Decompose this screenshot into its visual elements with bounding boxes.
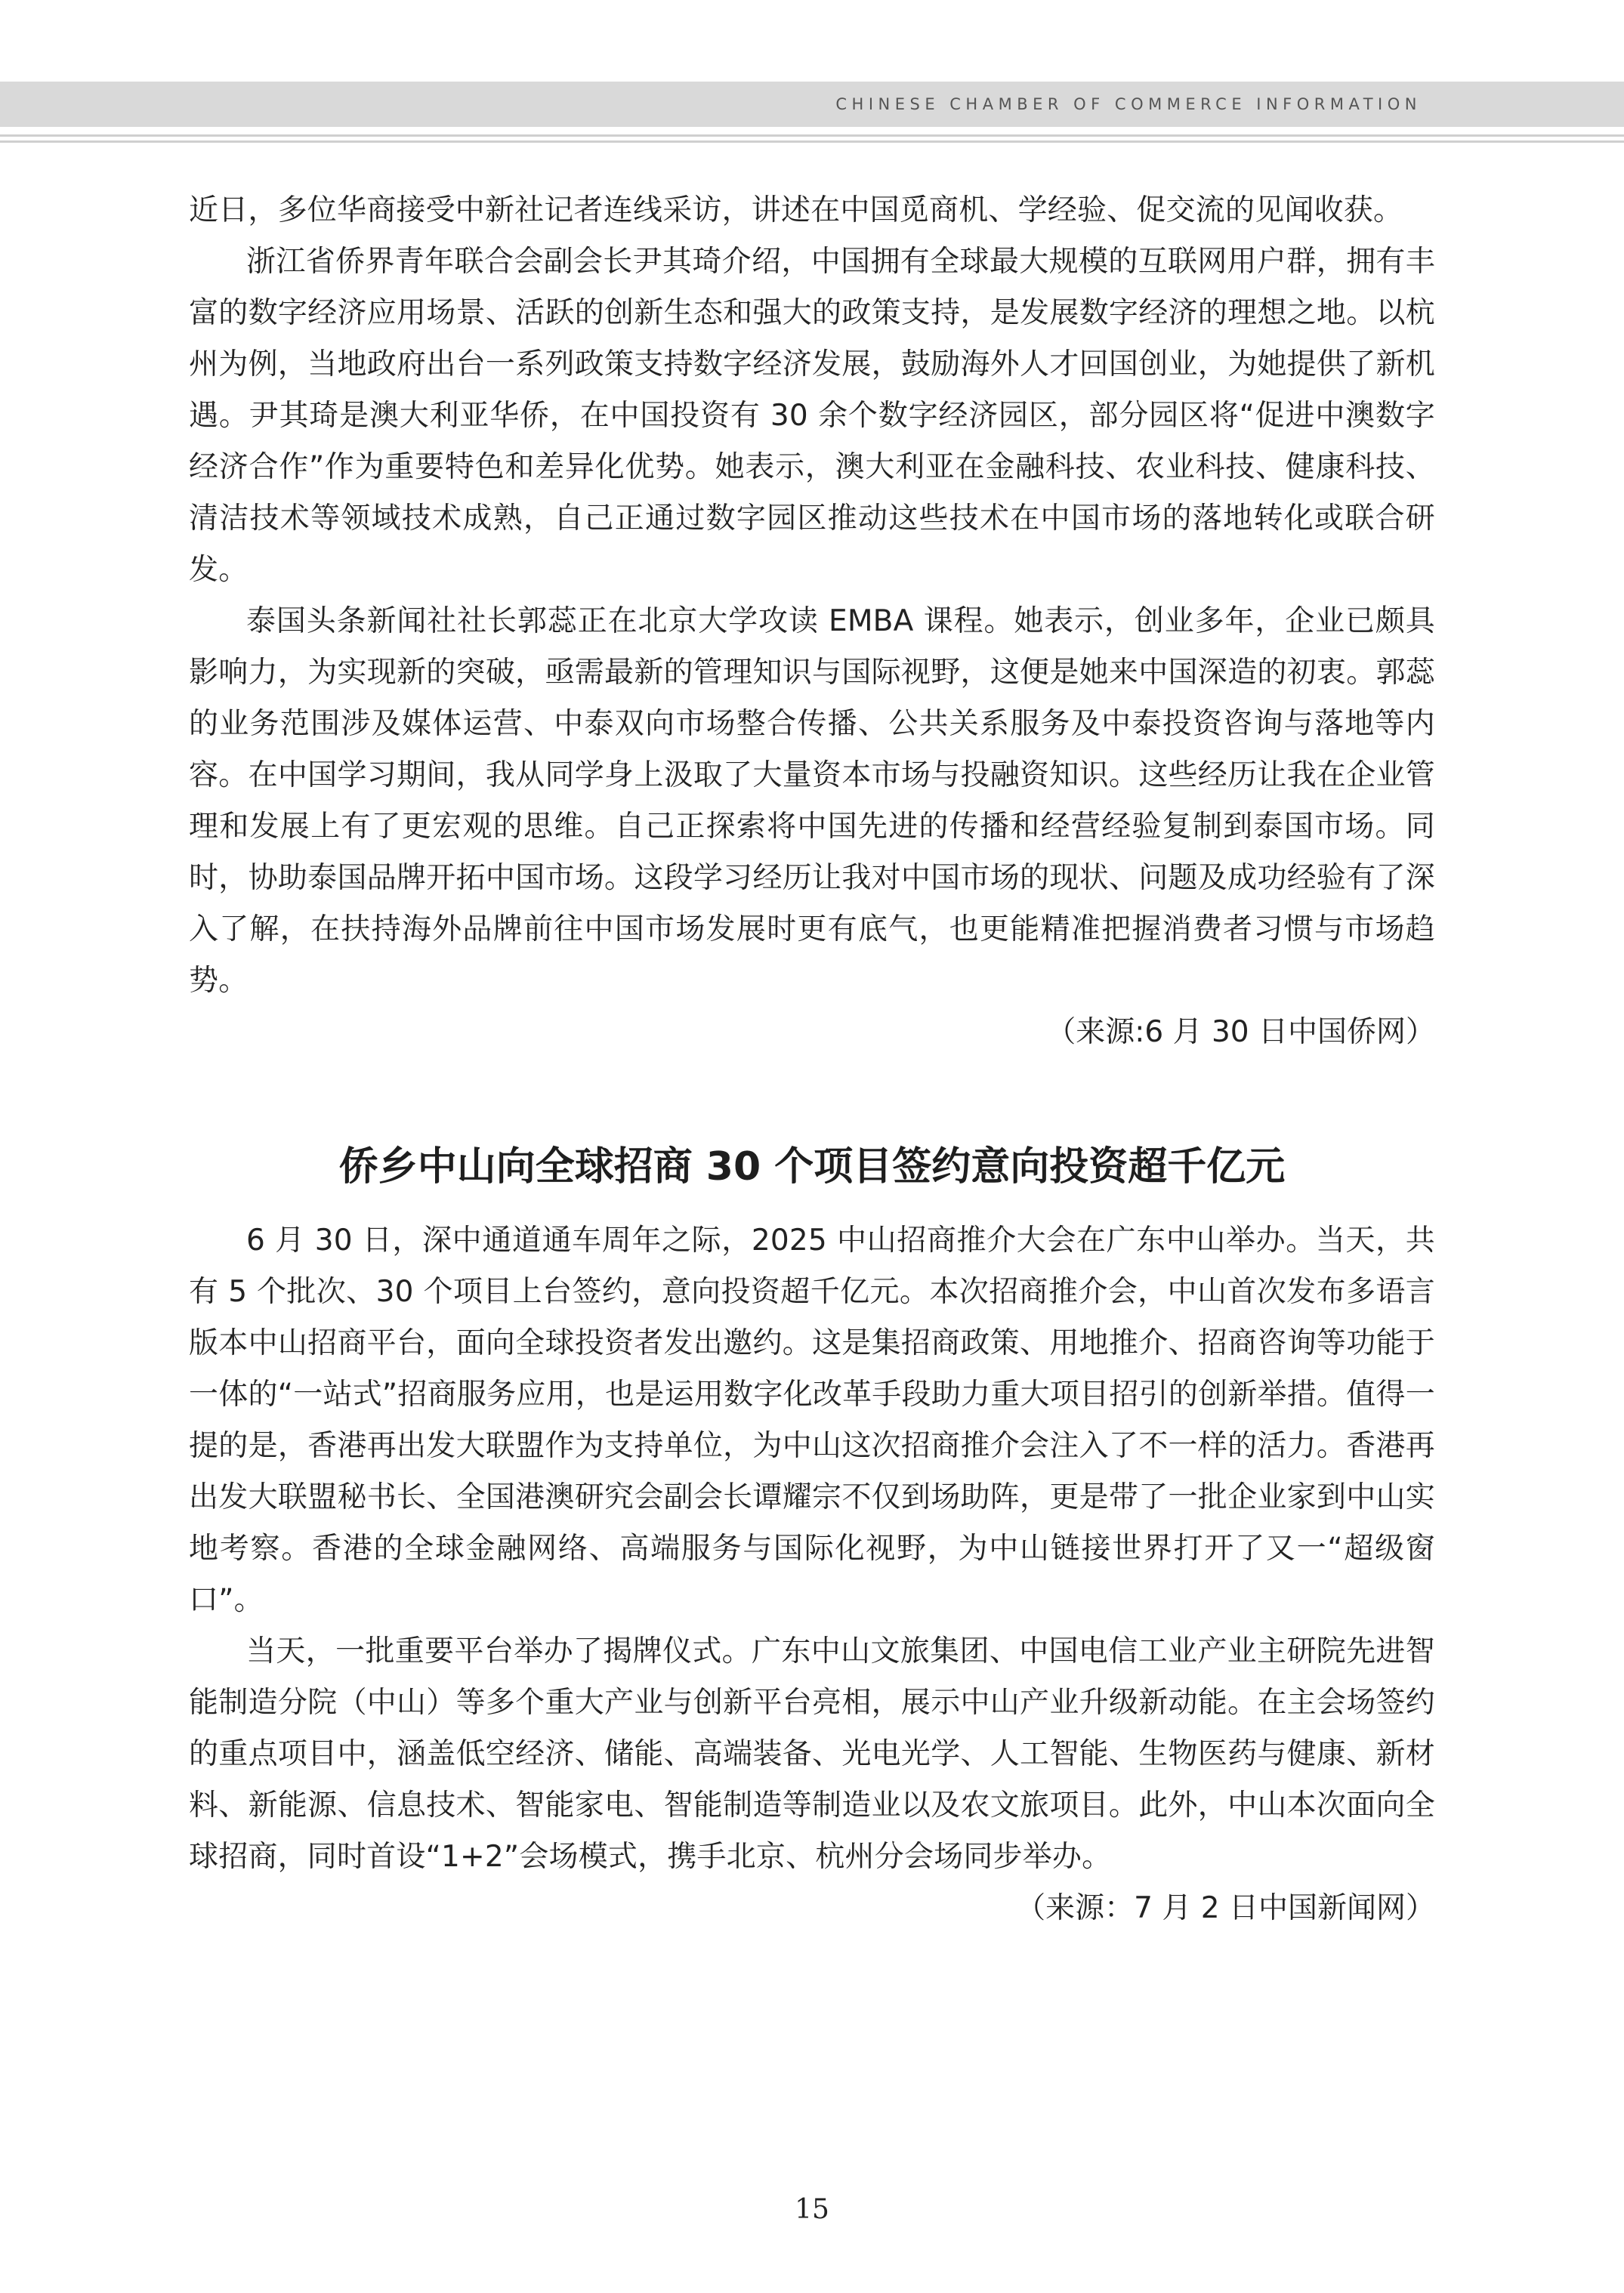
page-body	[189, 185, 1435, 1934]
page-number: 15	[795, 2194, 829, 2225]
header-rule-top	[0, 134, 1624, 137]
article2-title: 侨乡中山向全球招商 30 个项目签约意向投资超千亿元	[338, 1144, 1286, 1190]
header-rule-bottom	[0, 140, 1624, 143]
article-zhongshan-investment	[189, 1140, 1435, 1934]
article2-paragraph: 6 月 30 日，深中通道通车周年之际，2025 中山招商推介大会在广东中山举办。当天，共有 5 个批次、30 个项目上台签约，意向投资超千亿元。本次招商推介会，中山首次发布多语言版本中山招商平台，面向全球投资者发出邀约。这是集招商政策、用地推介、招商咨询等功能于一体的“一站式”招商服务应用，也是运用数字化改革手段助力重大项目招引的创新举措。值得一提的是，香港再出发大联盟作为支持单位，为中山这次招商推介会注入了不一样的活力。香港再出发大联盟秘书长、全国港澳研究会副会长谭耀宗不仅到场助阵，更是带了一批企业家到中山实地考察。香港的全球金融网络、高端服务与国际化视野，为中山链接世界打开了又一“超级窗口”。	[189, 1224, 1435, 1617]
article-overseas-chinese-interviews	[189, 185, 1435, 1058]
article2-source: （来源：7 月 2 日中国新闻网）	[1016, 1891, 1435, 1925]
article1-paragraph: 近日，多位华商接受中新社记者连线采访，讲述在中国觅商机、学经验、促交流的见闻收获。	[189, 193, 1403, 227]
article1-paragraph: 浙江省侨界青年联合会副会长尹其琦介绍，中国拥有全球最大规模的互联网用户群，拥有丰富的数字经济应用场景、活跃的创新生态和强大的政策支持，是发展数字经济的理想之地。以杭州为例，当地政府出台一系列政策支持数字经济发展，鼓励海外人才回国创业，为她提供了新机遇。尹其琦是澳大利亚华侨，在中国投资有 30 余个数字经济园区，部分园区将“促进中澳数字经济合作”作为重要特色和差异化优势。她表示，澳大利亚在金融科技、农业科技、健康科技、清洁技术等领域技术成熟，自己正通过数字园区推动这些技术在中国市场的落地转化或联合研发。	[189, 245, 1435, 587]
article1-paragraph: 泰国头条新闻社社长郭蕊正在北京大学攻读 EMBA 课程。她表示，创业多年，企业已颇具影响力，为实现新的突破，亟需最新的管理知识与国际视野，这便是她来中国深造的初衷。郭蕊的业务范围涉及媒体运营、中泰双向市场整合传播、公共关系服务及中泰投资咨询与落地等内容。在中国学习期间，我从同学身上汲取了大量资本市场与投融资知识。这些经历让我在企业管理和发展上有了更宏观的思维。自己正探索将中国先进的传播和经营经验复制到泰国市场。同时，协助泰国品牌开拓中国市场。这段学习经历让我对中国市场的现状、问题及成功经验有了深入了解，在扶持海外品牌前往中国市场发展时更有底气，也更能精准把握消费者习惯与市场趋势。	[189, 604, 1435, 998]
article1-source: （来源:6 月 30 日中国侨网）	[1046, 1015, 1435, 1049]
article2-paragraph: 当天，一批重要平台举办了揭牌仪式。广东中山文旅集团、中国电信工业产业主研院先进智能制造分院（中山）等多个重大产业与创新平台亮相，展示中山产业升级新动能。在主会场签约的重点项目中，涵盖低空经济、储能、高端装备、光电光学、人工智能、生物医药与健康、新材料、新能源、信息技术、智能家电、智能制造等制造业以及农文旅项目。此外，中山本次面向全球招商，同时首设“1+2”会场模式，携手北京、杭州分会场同步举办。	[189, 1634, 1435, 1874]
running-title: CHINESE CHAMBER OF COMMERCE INFORMATION	[835, 95, 1422, 113]
